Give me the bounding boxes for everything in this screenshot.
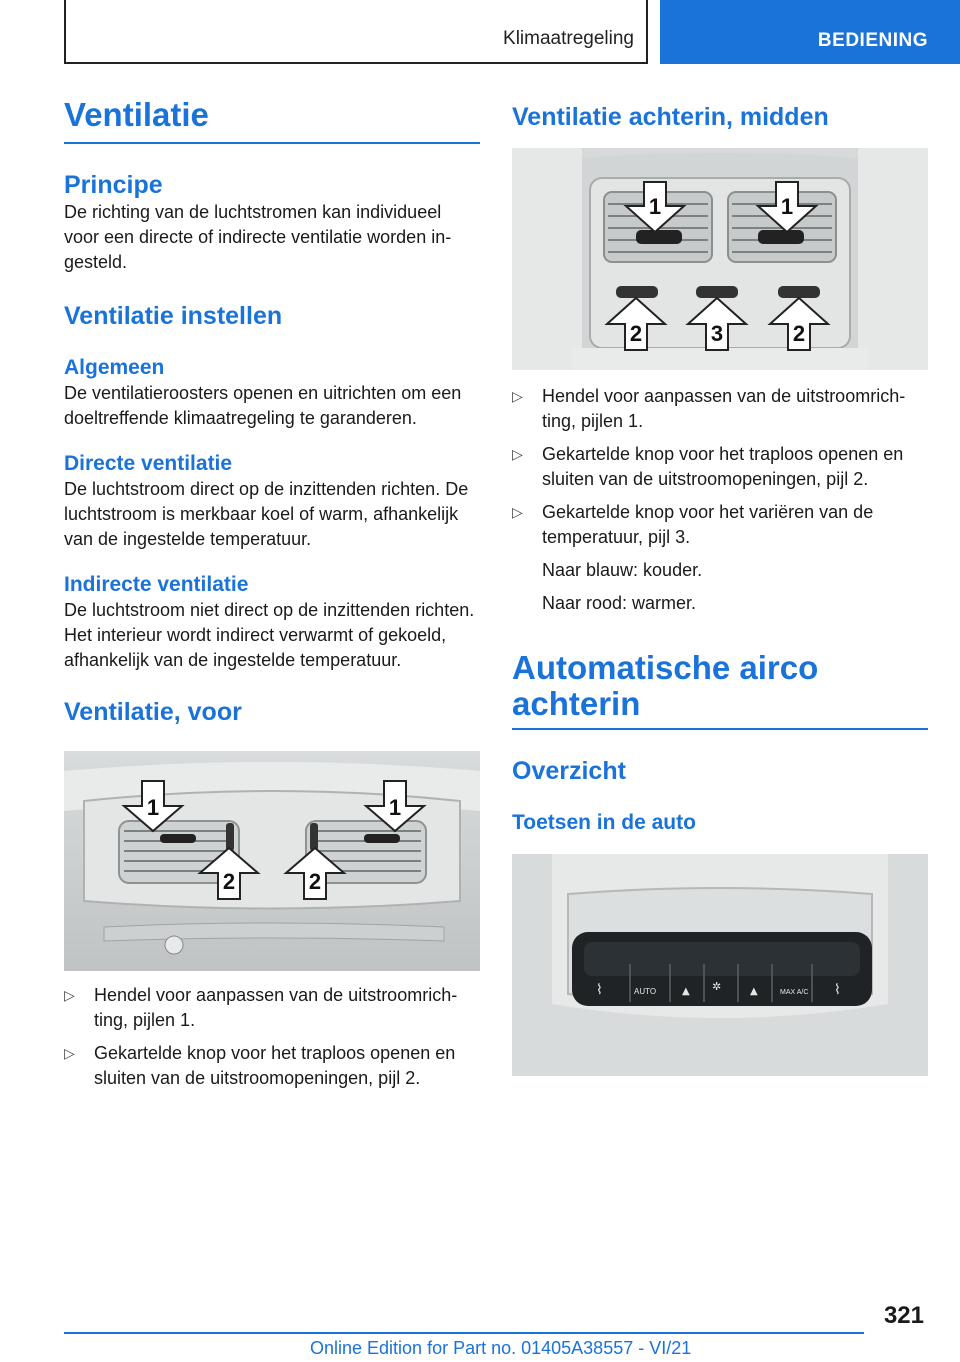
instellen-heading: Ventilatie instellen — [64, 302, 283, 330]
front-label-1a: 1 — [146, 795, 160, 820]
rear-label-2a: 2 — [629, 321, 643, 346]
front-vent-illustration — [64, 751, 480, 971]
seat-heat-left-icon: ⌇ — [596, 982, 603, 998]
direct-text: De luchtstroom direct op de inzittenden richten. De luchtstroom is merkbaar koel of warm, afhankelijk van de ingestelde temperatuur. — [64, 479, 469, 549]
rear-label-3: 3 — [710, 321, 724, 346]
list-item: ▷ Gekartelde knop voor het traploos openen en sluiten van de uitstroomopeningen, pijl 2. — [64, 1043, 456, 1088]
rear-vent-illustration — [512, 148, 928, 370]
rear-vent-photo — [512, 148, 928, 370]
ventilatie-heading-block — [64, 96, 480, 144]
direct-heading: Directe ventilatie — [64, 452, 233, 475]
list-item: ▷ Hendel voor aanpassen van de uitstroomrichting, pijlen 1. — [512, 386, 906, 431]
airco-heading-block — [512, 650, 928, 730]
triangle-bullet-icon: ▷ — [512, 446, 523, 462]
header-section-title: Klimaatregeling — [503, 28, 634, 49]
left-column — [64, 96, 480, 1099]
indirect-heading: Indirecte ventilatie — [64, 573, 249, 596]
rear-label-1b: 1 — [780, 194, 794, 219]
triangle-bullet-icon: ▷ — [512, 388, 523, 404]
ventilatie-heading: Ventilatie — [64, 96, 209, 133]
rear-climate-panel-illustration — [512, 854, 928, 1076]
voor-heading: Ventilatie, voor — [64, 698, 242, 726]
header-chapter-tab — [660, 0, 960, 64]
principe-text: De richting van de luchtstromen kan individueel voor een directe of indirecte ventilatie worden ingesteld. — [64, 202, 452, 272]
principe-heading: Principe — [64, 171, 163, 199]
header-chapter-title: BEDIENING — [817, 30, 928, 51]
sub-text-red: Naar rood: warmer. — [542, 593, 697, 613]
front-label-2a: 2 — [222, 869, 236, 894]
triangle-bullet-icon: ▷ — [64, 987, 75, 1003]
footer-rule — [64, 1332, 864, 1334]
achter-bullet-list — [512, 384, 928, 550]
algemeen-text: De ventilatieroosters openen en uitrichten om een doeltreffende klimaatregeling te garanderen. — [64, 383, 462, 428]
voor-bullet-list — [64, 983, 480, 1091]
page-number: 321 — [883, 1302, 924, 1329]
airco-heading: Automatische airco achterin — [512, 649, 819, 722]
up-down-icon: ▲ — [750, 986, 758, 997]
list-item: ▷ Gekartelde knop voor het traploos openen en sluiten van de uitstroomopeningen, pijl 2. — [512, 444, 904, 489]
indirect-text: De luchtstroom niet direct op de inzittenden richten. Het interieur wordt indirect verwarmt of gekoeld, afhankelijk van de ingestelde temperatuur. — [64, 600, 475, 670]
triangle-bullet-icon: ▷ — [512, 504, 523, 520]
front-label-1b: 1 — [388, 795, 402, 820]
sub-text-blue: Naar blauw: kouder. — [542, 560, 703, 580]
front-label-2b: 2 — [308, 869, 322, 894]
toetsen-heading: Toetsen in de auto — [512, 811, 696, 834]
seat-heat-right-icon: ⌇ — [834, 982, 841, 998]
list-item: ▷ Gekartelde knop voor het variëren van de temperatuur, pijl 3. — [512, 502, 874, 547]
right-column — [512, 96, 928, 1076]
footer-edition: Online Edition for Part no. 01405A38557 - VI/21 — [310, 1338, 692, 1358]
rear-label-1a: 1 — [648, 194, 662, 219]
algemeen-heading: Algemeen — [64, 356, 165, 379]
triangle-bullet-icon: ▷ — [64, 1045, 75, 1061]
up-down-icon: ▲ — [682, 986, 690, 997]
overzicht-heading: Overzicht — [512, 757, 626, 785]
auto-button-label: AUTO — [634, 987, 657, 996]
front-vent-photo — [64, 751, 480, 971]
achter-heading: Ventilatie achterin, midden — [512, 103, 829, 131]
rear-label-2b: 2 — [792, 321, 806, 346]
fan-icon: ✲ — [712, 980, 722, 993]
list-item: ▷ Hendel voor aanpassen van de uitstroomrichting, pijlen 1. — [64, 985, 458, 1030]
rear-climate-panel-photo — [512, 854, 928, 1076]
header-section-box — [64, 0, 648, 64]
max-ac-button-label: MAX A/C — [780, 989, 809, 996]
